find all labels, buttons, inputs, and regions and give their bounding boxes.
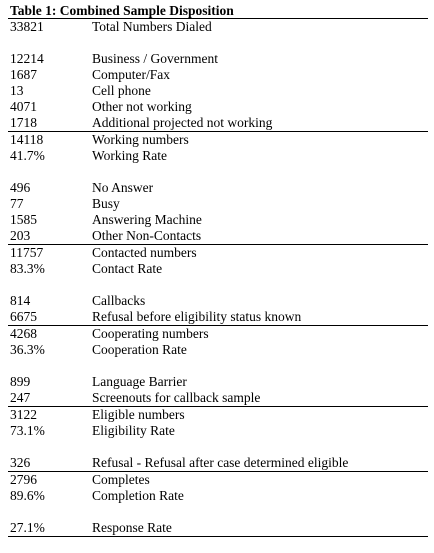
table-row xyxy=(8,309,428,326)
row-label: Callbacks xyxy=(92,293,146,308)
row-value: 6675 xyxy=(10,309,37,324)
row-value: 4071 xyxy=(10,99,37,114)
table-row xyxy=(8,407,428,423)
table-row xyxy=(8,374,428,390)
table-title: Table 1: Combined Sample Disposition xyxy=(8,3,428,19)
table-row xyxy=(8,520,428,536)
table-row xyxy=(8,261,428,277)
row-value: 36.3% xyxy=(10,342,45,357)
table-row xyxy=(8,488,428,504)
row-label: Completion Rate xyxy=(92,488,184,503)
row-label: Refusal before eligibility status known xyxy=(92,309,302,324)
row-value: 73.1% xyxy=(10,423,45,438)
row-spacer xyxy=(8,35,428,51)
row-spacer xyxy=(8,504,428,520)
row-value: 1718 xyxy=(10,115,37,130)
row-label: Cooperating numbers xyxy=(92,326,209,341)
row-label: Business / Government xyxy=(92,51,218,66)
row-label: Screenouts for callback sample xyxy=(92,390,261,405)
table-row xyxy=(8,132,428,148)
table-row xyxy=(8,212,428,228)
table-row xyxy=(8,19,428,35)
table-row xyxy=(8,115,428,132)
row-value: 11757 xyxy=(10,245,44,260)
disposition-table xyxy=(8,3,428,537)
row-label: Cell phone xyxy=(92,83,151,98)
row-value: 1585 xyxy=(10,212,37,227)
row-label: Contacted numbers xyxy=(92,245,197,260)
row-value: 41.7% xyxy=(10,148,45,163)
row-value: 247 xyxy=(10,390,31,405)
row-spacer xyxy=(8,164,428,180)
row-value: 496 xyxy=(10,180,31,195)
table-row xyxy=(8,245,428,261)
table-row xyxy=(8,342,428,358)
row-value: 27.1% xyxy=(10,520,45,535)
table-row xyxy=(8,472,428,488)
row-value: 326 xyxy=(10,455,31,470)
row-value: 77 xyxy=(10,196,24,211)
row-label: Response Rate xyxy=(92,520,172,535)
table-row xyxy=(8,390,428,407)
table-row xyxy=(8,228,428,245)
row-label: No Answer xyxy=(92,180,154,195)
row-label: Cooperation Rate xyxy=(92,342,187,357)
row-label: Working numbers xyxy=(92,132,189,147)
row-value: 814 xyxy=(10,293,31,308)
row-value: 13 xyxy=(10,83,24,98)
row-value: 2796 xyxy=(10,472,37,487)
row-label: Computer/Fax xyxy=(92,67,170,82)
table-row xyxy=(8,423,428,439)
row-value: 89.6% xyxy=(10,488,45,503)
table-bottom-rule xyxy=(8,536,428,537)
row-label: Other not working xyxy=(92,99,192,114)
table-row xyxy=(8,180,428,196)
row-value: 1687 xyxy=(10,67,37,82)
row-label: Refusal - Refusal after case determined eligible xyxy=(92,455,349,470)
row-label: Additional projected not working xyxy=(92,115,273,130)
row-label: Completes xyxy=(92,472,150,487)
row-label: Eligibility Rate xyxy=(92,423,175,438)
row-value: 203 xyxy=(10,228,31,243)
table-row xyxy=(8,196,428,212)
row-label: Language Barrier xyxy=(92,374,187,389)
table-row xyxy=(8,455,428,472)
row-value: 33821 xyxy=(10,19,44,34)
table-row xyxy=(8,67,428,83)
row-label: Total Numbers Dialed xyxy=(92,19,212,34)
row-label: Busy xyxy=(92,196,120,211)
row-label: Eligible numbers xyxy=(92,407,185,422)
row-value: 3122 xyxy=(10,407,37,422)
row-spacer xyxy=(8,358,428,374)
row-value: 899 xyxy=(10,374,31,389)
table-row xyxy=(8,326,428,342)
row-label: Contact Rate xyxy=(92,261,163,276)
row-spacer xyxy=(8,277,428,293)
table-row xyxy=(8,51,428,67)
row-spacer xyxy=(8,439,428,455)
row-label: Answering Machine xyxy=(92,212,202,227)
table-row xyxy=(8,293,428,309)
table-row xyxy=(8,99,428,115)
row-value: 14118 xyxy=(10,132,44,147)
row-value: 83.3% xyxy=(10,261,45,276)
table-row xyxy=(8,148,428,164)
row-label: Other Non-Contacts xyxy=(92,228,202,243)
row-value: 12214 xyxy=(10,51,44,66)
row-value: 4268 xyxy=(10,326,37,341)
row-label: Working Rate xyxy=(92,148,168,163)
table-row xyxy=(8,83,428,99)
